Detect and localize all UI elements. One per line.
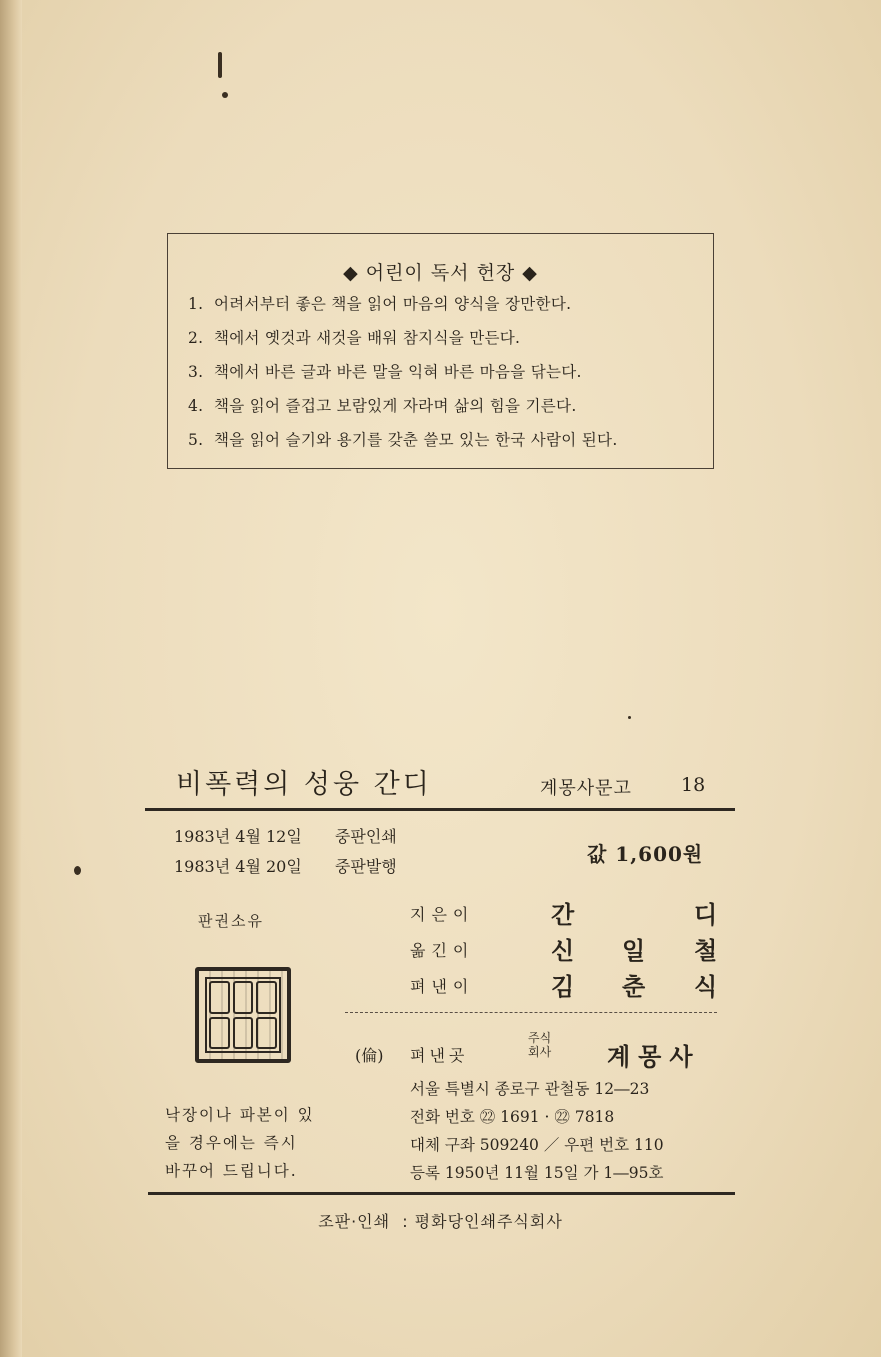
page-spine-shadow: [0, 0, 22, 1357]
house-name: 계몽사: [607, 1043, 701, 1071]
notice-line-2: 을 경우에는 즉시: [165, 1134, 298, 1152]
account: 대체 구좌 509240 ／ 우편 번호 110: [410, 1136, 664, 1154]
author-role: 지은이: [410, 905, 475, 924]
printer-name: : 평화당인쇄주식회사: [402, 1212, 563, 1231]
charter-item: 5. 책을 읽어 슬기와 용기를 갖춘 쓸모 있는 한국 사람이 된다.: [188, 431, 618, 449]
ink-speck: [222, 92, 228, 98]
book-title: 비폭력의 성웅 간디: [176, 769, 432, 800]
publish-date: 1983년 4월 20일: [174, 857, 302, 876]
house-role: 펴낸곳: [410, 1046, 469, 1065]
price: 값 1,600원: [587, 842, 704, 866]
print-label: 중판인쇄: [334, 827, 397, 846]
notice-line-3: 바꾸어 드립니다.: [165, 1162, 298, 1180]
charter-item: 2. 책에서 옛것과 새것을 배워 참지식을 만든다.: [188, 329, 521, 347]
publisher-name-1: 김: [551, 973, 575, 1001]
publisher-name-3: 식: [694, 973, 718, 1001]
printer-label: 조판·인쇄: [318, 1212, 391, 1231]
house-prefix: (倫): [355, 1046, 384, 1065]
publisher-seal-stamp: [195, 967, 291, 1063]
print-date-row: [174, 824, 397, 847]
seal-pattern: [209, 981, 277, 1049]
publisher-role: 펴낸이: [410, 977, 475, 996]
copyright-label: 판권소유: [198, 912, 264, 930]
notice-line-1: 낙장이나 파본이 있: [165, 1106, 315, 1124]
ink-speck: [628, 716, 631, 719]
charter-item: 3. 책에서 바른 글과 바른 말을 익혀 바른 마음을 닦는다.: [188, 363, 582, 381]
charter-item: 1. 어려서부터 좋은 책을 읽어 마음의 양식을 장만한다.: [188, 295, 572, 313]
printer-line: [0, 1209, 881, 1232]
registration: 등록 1950년 11월 15일 가 1―95호: [410, 1164, 664, 1182]
translator-name-1: 신: [551, 937, 575, 965]
publisher-divider: [345, 1012, 717, 1013]
bottom-divider: [148, 1192, 735, 1195]
translator-role: 옮긴이: [410, 941, 475, 960]
top-divider: [145, 808, 735, 811]
translator-name-2: 일: [622, 937, 646, 965]
publisher-name-2: 춘: [622, 973, 646, 1001]
ink-speck: [74, 866, 81, 875]
publish-label: 중판발행: [334, 857, 397, 876]
ink-speck: [218, 52, 222, 78]
print-date: 1983년 4월 12일: [174, 827, 302, 846]
translator-name-3: 철: [694, 937, 718, 965]
series-number: 18: [681, 774, 706, 796]
charter-list: [188, 292, 708, 462]
series-name: 계몽사문고: [540, 778, 632, 799]
reading-charter-box: [167, 233, 714, 469]
publish-date-row: [174, 854, 397, 877]
author-name-2: 디: [694, 901, 718, 929]
charter-item: 4. 책을 읽어 즐겁고 보람있게 자라며 삶의 힘을 기른다.: [188, 397, 577, 415]
author-name-1: 간: [551, 901, 575, 929]
corporation-mark: 주식 회사: [528, 1031, 552, 1059]
charter-title: ◆ 어린이 독서 헌장 ◆: [343, 262, 538, 284]
address: 서울 특별시 종로구 관철동 12―23: [410, 1080, 650, 1098]
phone: 전화 번호 ㉒ 1691 · ㉒ 7818: [410, 1108, 615, 1126]
